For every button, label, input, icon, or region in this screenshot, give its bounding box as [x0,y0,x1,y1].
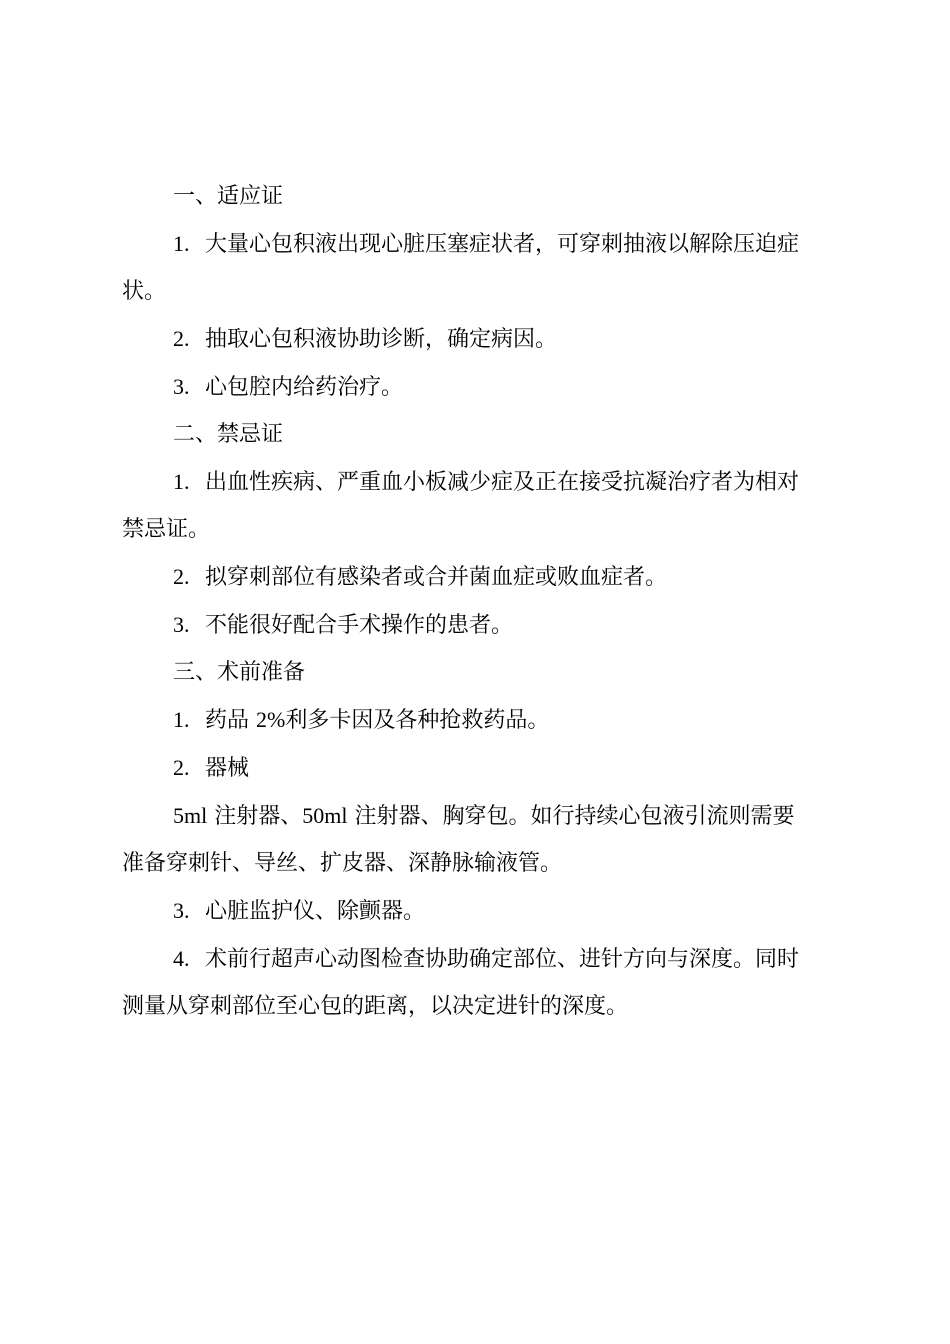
item-number: 1. [173,469,190,494]
item-number: 4. [173,946,190,971]
section-heading-preparation: 三、术前准备 [173,660,306,685]
preparation-item-4-continued: 测量从穿刺部位至心包的距离，以决定进针的深度。 [122,994,629,1019]
item-text: 大量心包积液出现心脏压塞症状者，可穿刺抽液以解除压迫症 [205,232,800,257]
item-number: 1. [173,231,190,256]
item-text: 器械 [205,756,250,781]
preparation-item-2 [122,744,838,792]
item-text: 心包腔内给药治疗。 [205,375,404,400]
indication-item-1 [122,220,838,268]
item-number: 2. [173,564,190,589]
contraindication-item-1-continued: 禁忌证。 [122,517,211,542]
item-text: 术前行超声心动图检查协助确定部位、进针方向与深度。同时 [205,947,800,972]
equipment-size-a: 5ml [173,803,208,828]
contraindication-item-1 [122,458,838,506]
section-heading-indications: 一、适应证 [173,184,284,209]
item-number: 2. [173,755,190,780]
item-text-percent: 2% [256,707,286,732]
preparation-item-3 [122,887,838,935]
equipment-list [122,792,838,840]
item-text-post: 利多卡因及各种抢救药品。 [285,708,550,733]
preparation-item-1 [122,696,838,744]
contraindication-item-2 [122,553,838,601]
item-text: 心脏监护仪、除颤器。 [205,899,426,924]
item-number: 3. [173,374,190,399]
item-text-pre: 药品 [205,708,256,733]
item-text: 不能很好配合手术操作的患者。 [205,613,514,638]
equipment-text-b: 注射器、胸穿包。如行持续心包液引流则需要 [347,804,795,829]
equipment-list-continued: 准备穿刺针、导丝、扩皮器、深静脉输液管。 [122,851,563,876]
item-number: 1. [173,707,190,732]
preparation-item-4 [122,935,838,983]
item-number: 3. [173,898,190,923]
item-text: 抽取心包积液协助诊断，确定病因。 [205,327,558,352]
item-text: 出血性疾病、严重血小板减少症及正在接受抗凝治疗者为相对 [205,470,800,495]
contraindication-item-3 [122,601,838,649]
item-number: 3. [173,612,190,637]
document-page [122,173,838,1030]
indication-item-2 [122,315,838,363]
indication-item-3 [122,363,838,411]
equipment-size-b: 50ml [302,803,348,828]
indication-item-1-continued: 状。 [122,279,167,304]
item-number: 2. [173,326,190,351]
section-heading-contraindications: 二、禁忌证 [173,422,284,447]
item-text: 拟穿刺部位有感染者或合并菌血症或败血症者。 [205,565,668,590]
equipment-text-a: 注射器、 [207,804,303,829]
